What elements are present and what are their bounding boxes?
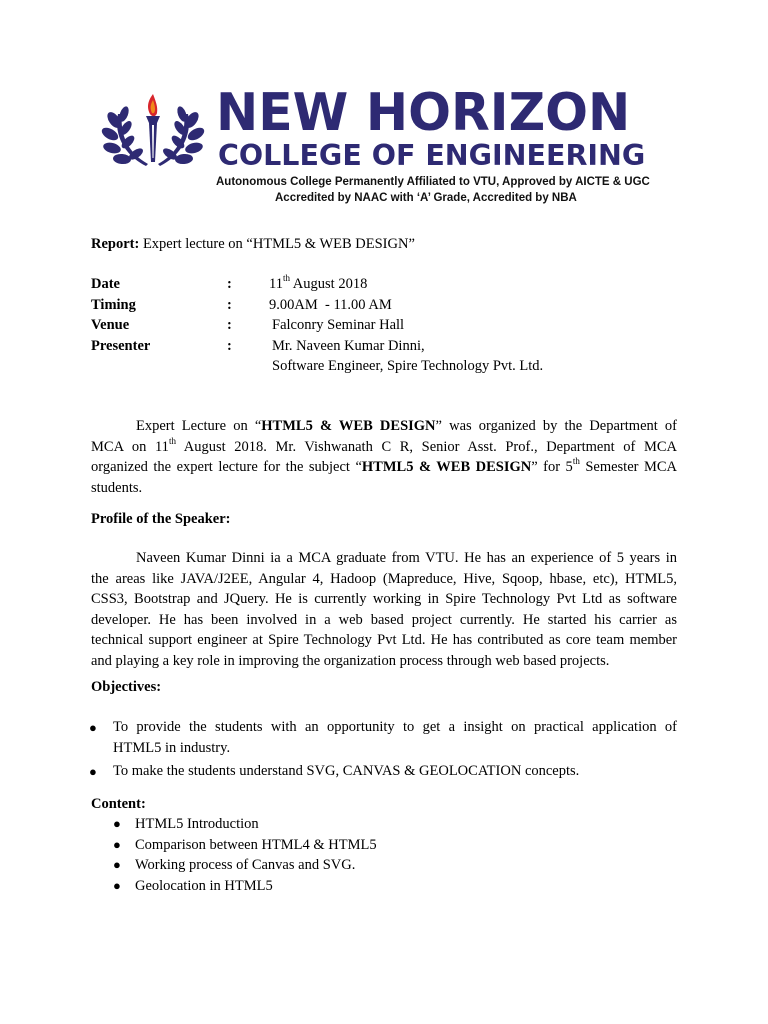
letterhead xyxy=(100,83,660,210)
colon: : xyxy=(227,296,232,313)
list-item xyxy=(113,876,377,897)
paragraph-line xyxy=(91,437,677,458)
detail-row-presenter-role xyxy=(91,356,651,377)
detail-row-date xyxy=(91,274,651,295)
objective-line: To make the students understand SVG, CANVAS & GEOLOCATION concepts. xyxy=(113,763,580,779)
event-details xyxy=(91,274,651,377)
objectives-list xyxy=(91,717,677,782)
bullet-icon: ● xyxy=(113,857,121,872)
content-heading: Content: xyxy=(91,796,146,812)
ordinal-suffix: th xyxy=(572,456,580,467)
college-subtitle: COLLEGE OF ENGINEERING xyxy=(218,139,646,172)
bullet-icon: ● xyxy=(89,720,97,735)
venue-label: Venue xyxy=(91,317,130,334)
paragraph-line: Naveen Kumar Dinni ia a MCA graduate from VTU. He has an experience of 5 years in xyxy=(136,550,677,566)
content-list xyxy=(113,814,377,896)
paragraph-line: developer. He has been involved in a web based project currently. He started his carrier as xyxy=(91,611,677,628)
objective-line: To provide the students with an opportunity to get a insight on practical application of xyxy=(113,719,677,735)
paragraph-line: technical support engineer at Spire Technology Pvt Ltd. He has contributed as core team member xyxy=(91,632,677,649)
intro-paragraph xyxy=(91,416,677,498)
college-title: NEW HORIZON xyxy=(216,83,631,143)
timing-label: Timing xyxy=(91,296,136,313)
date-suffix: th xyxy=(282,273,290,284)
accreditation-line: Accredited by NAAC with ‘A’ Grade, Accredited by NBA xyxy=(275,192,577,204)
presenter-name: Mr. Naveen Kumar Dinni, xyxy=(272,337,425,354)
text-span: Expert Lecture on “ xyxy=(136,418,262,434)
content-item: Geolocation in HTML5 xyxy=(135,877,273,894)
venue-value: Falconry Seminar Hall xyxy=(272,317,405,334)
presenter-role: Software Engineer, Spire Technology Pvt. Ltd. xyxy=(272,358,544,375)
presenter-label: Presenter xyxy=(91,337,151,354)
bullet-icon: ● xyxy=(113,836,121,852)
colon: : xyxy=(227,276,232,292)
paragraph-line xyxy=(91,457,677,478)
text-span: ” was organized by the Department of xyxy=(435,418,677,434)
date-month-year: August 2018 xyxy=(289,276,368,292)
torch-laurel-emblem-icon xyxy=(100,92,206,174)
date-day: 11 xyxy=(269,276,283,292)
colon: : xyxy=(227,337,232,354)
list-item xyxy=(113,814,377,835)
ordinal-suffix: th xyxy=(168,435,176,446)
date-value xyxy=(269,274,367,295)
content-item: Comparison between HTML4 & HTML5 xyxy=(135,836,377,853)
affiliation-line: Autonomous College Permanently Affiliated to VTU, Approved by AICTE & UGC xyxy=(216,176,650,188)
report-title xyxy=(91,234,415,255)
detail-row-venue xyxy=(91,315,651,336)
report-text: Expert lecture on “HTML5 & WEB DESIGN” xyxy=(142,236,415,252)
list-item xyxy=(91,761,677,782)
paragraph-line: the areas like JAVA/J2EE, Angular 4, Hadoop (Mapreduce, Hive, Sqoop, hbase, etc), HTML5, xyxy=(91,570,677,587)
timing-value: 9.00AM - 11.00 AM xyxy=(269,296,392,313)
paragraph-line: students. xyxy=(91,479,143,496)
objectives-heading: Objectives: xyxy=(91,679,162,695)
text-span: ” for 5 xyxy=(531,459,573,476)
list-item xyxy=(91,717,677,759)
objective-line: HTML5 in industry. xyxy=(113,740,231,756)
paragraph-line: CSS3, Bootstrap and JQuery. He is currently working in Spire Technology Pvt Ltd as software xyxy=(91,591,677,608)
course-name: HTML5 & WEB DESIGN xyxy=(261,418,436,434)
bullet-icon: ● xyxy=(113,877,121,893)
colon: : xyxy=(227,317,232,334)
text-span: Semester MCA xyxy=(579,459,678,476)
content-item: HTML5 Introduction xyxy=(135,816,259,832)
report-label: Report: xyxy=(91,236,140,252)
profile-heading: Profile of the Speaker: xyxy=(91,511,231,527)
list-item xyxy=(113,835,377,856)
text-span: organized the expert lecture for the subject “ xyxy=(91,459,362,476)
bullet-icon: ● xyxy=(89,764,97,779)
paragraph-line xyxy=(91,416,677,437)
profile-paragraph xyxy=(91,548,677,672)
bullet-icon: ● xyxy=(113,816,121,831)
paragraph-line: and playing a key role in improving the organization process through web based projects. xyxy=(91,652,610,669)
text-span: MCA on 11 xyxy=(91,438,169,455)
date-label: Date xyxy=(91,276,120,292)
detail-row-timing xyxy=(91,295,651,316)
course-name: HTML5 & WEB DESIGN xyxy=(361,459,532,476)
text-span: August 2018. Mr. Vishwanath C R, Senior Asst. Prof., Department of MCA xyxy=(175,438,677,455)
content-item: Working process of Canvas and SVG. xyxy=(135,857,356,873)
detail-row-presenter xyxy=(91,336,651,357)
list-item xyxy=(113,855,377,876)
